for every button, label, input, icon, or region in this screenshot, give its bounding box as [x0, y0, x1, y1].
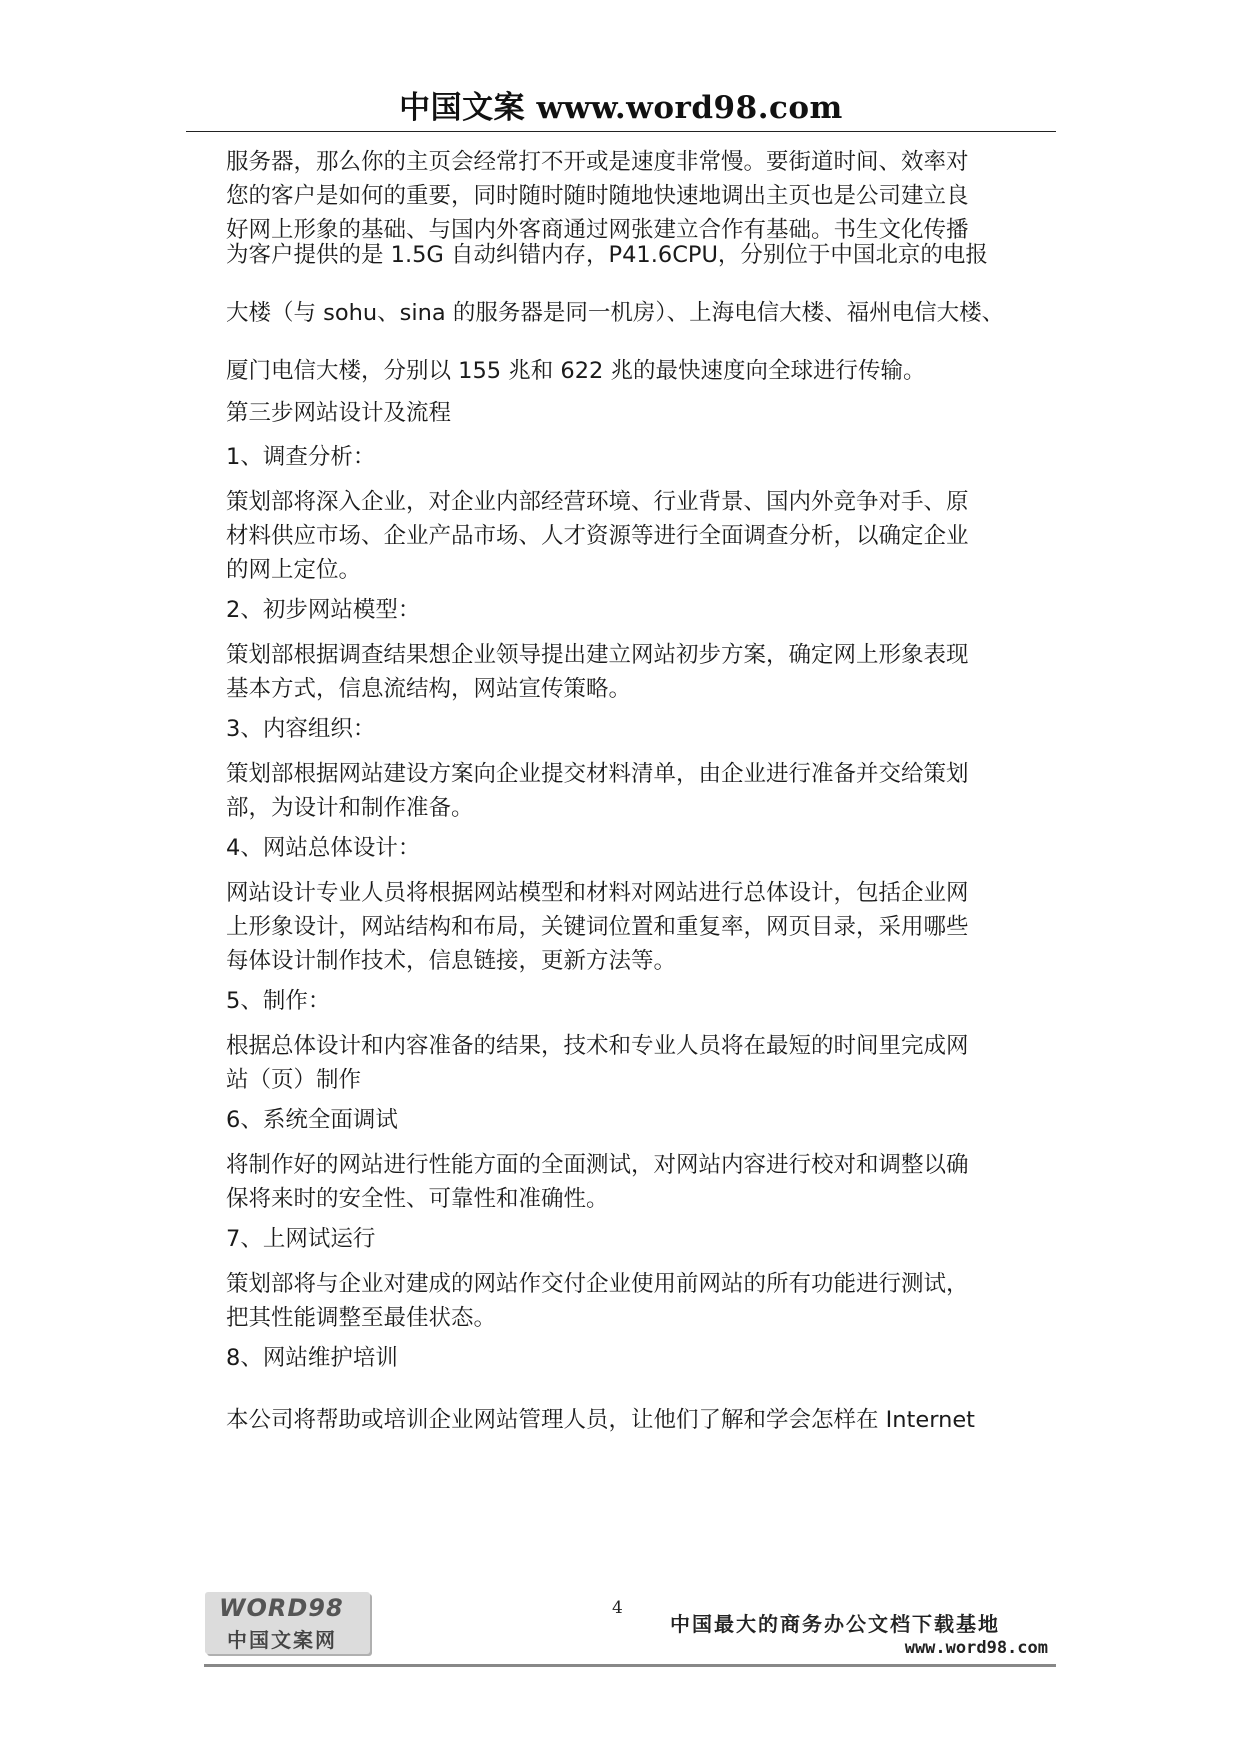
text-line: 上形象设计，网站结构和布局，关键词位置和重复率，网页目录，采用哪些: [226, 914, 969, 940]
step-body-8: 本公司将帮助或培训企业网站管理人员，让他们了解和学会怎样在 Internet: [226, 1407, 975, 1433]
step-body-4: [226, 876, 1056, 978]
step-title-8: 8、网站维护培训: [226, 1345, 398, 1371]
section-heading-step3: 第三步网站设计及流程: [226, 400, 452, 426]
page-header: [186, 82, 1056, 127]
text-line: 把其性能调整至最佳状态。: [226, 1305, 497, 1331]
text-line: 策划部将与企业对建成的网站作交付企业使用前网站的所有功能进行测试，: [226, 1271, 969, 1297]
text-line: 每体设计制作技术，信息链接，更新方法等。: [226, 948, 677, 974]
header-divider: [186, 131, 1056, 132]
paragraph-memory: 为客户提供的是 1.5G 自动纠错内存，P41.6CPU，分别位于中国北京的电报: [226, 242, 988, 268]
step-title-7: 7、上网试运行: [226, 1226, 376, 1252]
text-line: 站（页）制作: [226, 1067, 362, 1093]
paragraph-transfer: 厦门电信大楼，分别以 155 兆和 622 兆的最快速度向全球进行传输。: [226, 358, 926, 384]
step-title-1: 1、调查分析：: [226, 444, 376, 470]
step-body-2: [226, 638, 1056, 706]
text-line: 基本方式，信息流结构，网站宣传策略。: [226, 676, 632, 702]
text-line: 保将来时的安全性、可靠性和准确性。: [226, 1186, 609, 1212]
text-line: 网站设计专业人员将根据网站模型和材料对网站进行总体设计，包括企业网: [226, 880, 969, 906]
step-body-1: [226, 485, 1056, 587]
step-body-5: [226, 1029, 1056, 1097]
logo-word: WORD98: [219, 1594, 344, 1622]
text-line: 策划部将深入企业，对企业内部经营环境、行业背景、国内外竞争对手、原: [226, 489, 969, 515]
text-line: 好网上形象的基础、与国内外客商通过网张建立合作有基础。书生文化传播: [226, 217, 969, 243]
text-line: 根据总体设计和内容准备的结果，技术和专业人员将在最短的时间里完成网: [226, 1033, 969, 1059]
text-line: 部，为设计和制作准备。: [226, 795, 474, 821]
text-line: 策划部根据网站建设方案向企业提交材料清单，由企业进行准备并交给策划: [226, 761, 969, 787]
step-body-3: [226, 757, 1056, 825]
footer-slogan: 中国最大的商务办公文档下载基地: [670, 1612, 1000, 1636]
text-line: 您的客户是如何的重要，同时随时随时随地快速地调出主页也是公司建立良: [226, 183, 969, 209]
step-title-2: 2、初步网站模型：: [226, 597, 421, 623]
step-body-7: [226, 1267, 1056, 1335]
footer-divider: [204, 1664, 1056, 1667]
text-line: 的网上定位。: [226, 557, 362, 583]
text-line: 将制作好的网站进行性能方面的全面测试，对网站内容进行校对和调整以确: [226, 1152, 969, 1178]
step-title-3: 3、内容组织：: [226, 716, 376, 742]
word98-logo: [205, 1592, 370, 1654]
text-line: 策划部根据调查结果想企业领导提出建立网站初步方案，确定网上形象表现: [226, 642, 969, 668]
step-title-5: 5、制作：: [226, 988, 331, 1014]
paragraph-buildings: 大楼（与 sohu、sina 的服务器是同一机房）、上海电信大楼、福州电信大楼、: [226, 300, 1005, 326]
step-title-4: 4、网站总体设计：: [226, 835, 421, 861]
header-title: 中国文案 www.word98.com: [399, 90, 843, 126]
page-number: 4: [612, 1598, 623, 1618]
logo-cn: 中国文案网: [227, 1628, 337, 1652]
paragraph-intro: [226, 145, 969, 247]
step-title-6: 6、系统全面调试: [226, 1107, 398, 1133]
step-body-6: [226, 1148, 1056, 1216]
text-line: 材料供应市场、企业产品市场、人才资源等进行全面调查分析，以确定企业: [226, 523, 969, 549]
footer-url: www.word98.com: [904, 1638, 1048, 1658]
text-line: 服务器，那么你的主页会经常打不开或是速度非常慢。要街道时间、效率对: [226, 149, 969, 175]
